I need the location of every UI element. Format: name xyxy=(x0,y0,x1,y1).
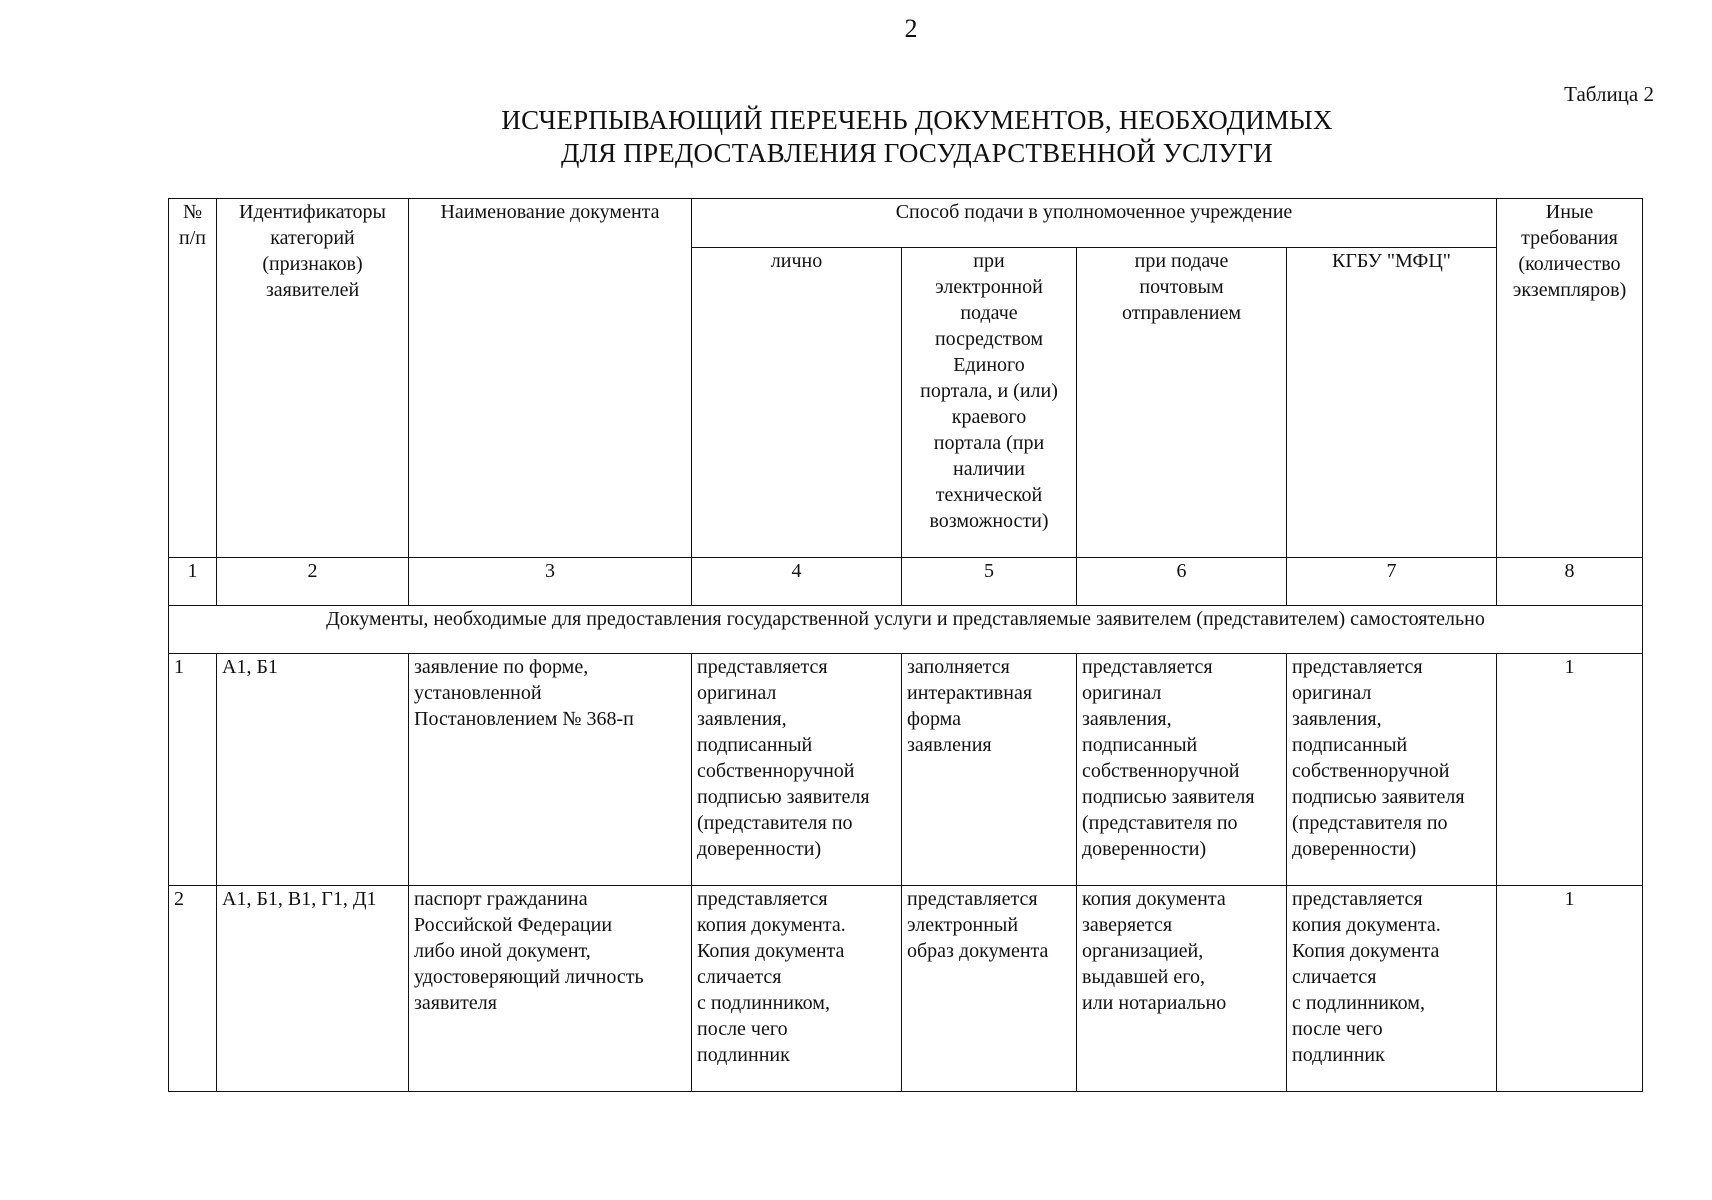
row-num: 1 xyxy=(169,654,217,886)
row-other-requirements: 1 xyxy=(1497,886,1643,1092)
row-electronic: представляется электронный образ документа xyxy=(902,886,1077,1092)
column-number: 3 xyxy=(409,558,692,606)
row-in-person: представляется копия документа. Копия документа сличается с подлинником, после чего подлинник xyxy=(692,886,902,1092)
document-title-line-1: ИСЧЕРПЫВАЮЩИЙ ПЕРЕЧЕНЬ ДОКУМЕНТОВ, НЕОБХОДИМЫХ xyxy=(501,105,1333,135)
header-document-name: Наименование документа xyxy=(409,199,692,558)
page-number: 2 xyxy=(904,14,918,43)
column-number: 2 xyxy=(217,558,409,606)
header-in-person: лично xyxy=(692,248,902,558)
document-title-line-2: ДЛЯ ПРЕДОСТАВЛЕНИЯ ГОСУДАРСТВЕННОЙ УСЛУГИ xyxy=(561,138,1273,168)
column-number: 4 xyxy=(692,558,902,606)
document-title xyxy=(0,104,1712,170)
column-number: 6 xyxy=(1077,558,1287,606)
table-row xyxy=(169,886,1643,1092)
row-document-name: паспорт гражданина Российской Федерации либо иной документ, удостоверяющий личность заявителя xyxy=(409,886,692,1092)
row-postal: копия документа заверяется организацией, выдавшей его, или нотариально xyxy=(1077,886,1287,1092)
header-electronic: при электронной подаче посредством Единого портала, и (или) краевого портала (при наличии технической возможности) xyxy=(902,248,1077,558)
documents-table xyxy=(168,198,1643,1092)
row-document-name: заявление по форме, установленной Постановлением № 368-п xyxy=(409,654,692,886)
row-identifiers: А1, Б1, В1, Г1, Д1 xyxy=(217,886,409,1092)
row-in-person: представляется оригинал заявления, подписанный собственноручной подписью заявителя (представителя по доверенности) xyxy=(692,654,902,886)
column-number: 5 xyxy=(902,558,1077,606)
header-submission-method: Способ подачи в уполномоченное учреждение xyxy=(692,199,1497,248)
header-num: № п/п xyxy=(169,199,217,558)
row-other-requirements: 1 xyxy=(1497,654,1643,886)
column-number: 7 xyxy=(1287,558,1497,606)
column-numbers-row xyxy=(169,558,1643,606)
column-number: 1 xyxy=(169,558,217,606)
header-other-requirements: Иные требования (количество экземпляров) xyxy=(1497,199,1643,558)
table-row xyxy=(169,654,1643,886)
table-label: Таблица 2 xyxy=(1564,82,1654,106)
row-mfc: представляется копия документа. Копия документа сличается с подлинником, после чего подлинник xyxy=(1287,886,1497,1092)
header-identifiers: Идентификаторы категорий (признаков) заявителей xyxy=(217,199,409,558)
section-title: Документы, необходимые для предоставления государственной услуги и представляемые заявителем (представителем) самостоятельно xyxy=(169,606,1643,654)
section-row xyxy=(169,606,1643,654)
row-identifiers: А1, Б1 xyxy=(217,654,409,886)
row-postal: представляется оригинал заявления, подписанный собственноручной подписью заявителя (представителя по доверенности) xyxy=(1077,654,1287,886)
header-mfc: КГБУ "МФЦ" xyxy=(1287,248,1497,558)
row-electronic: заполняется интерактивная форма заявления xyxy=(902,654,1077,886)
header-postal: при подаче почтовым отправлением xyxy=(1077,248,1287,558)
row-mfc: представляется оригинал заявления, подписанный собственноручной подписью заявителя (представителя по доверенности) xyxy=(1287,654,1497,886)
row-num: 2 xyxy=(169,886,217,1092)
column-number: 8 xyxy=(1497,558,1643,606)
